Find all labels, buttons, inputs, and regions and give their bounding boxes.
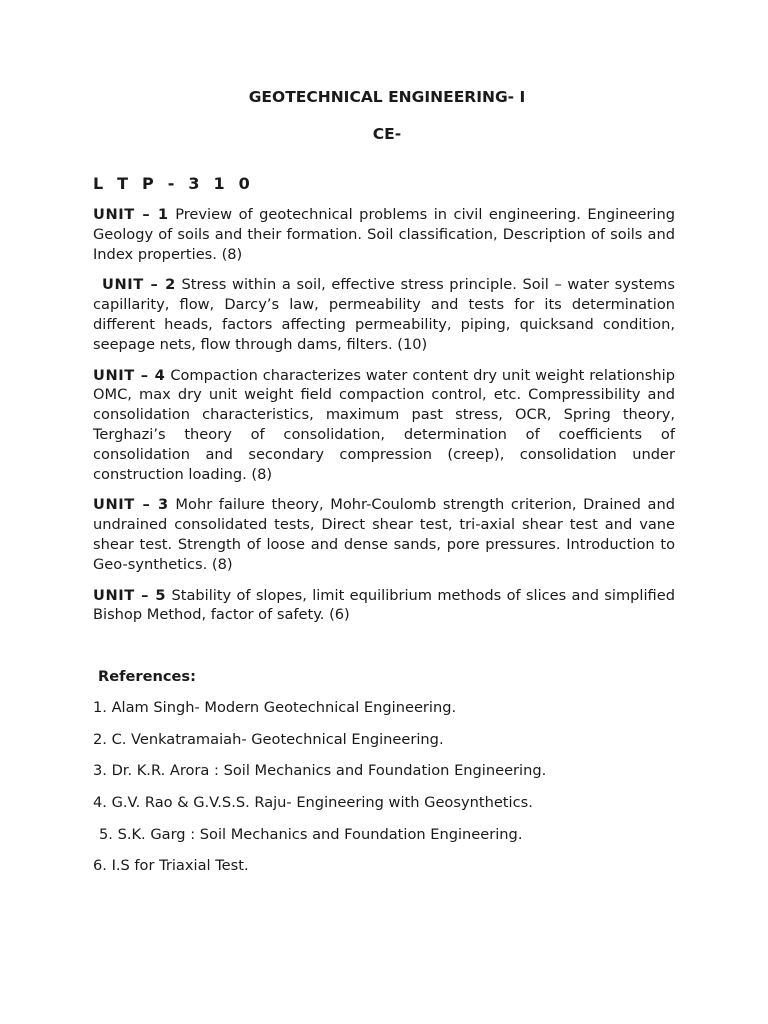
ltp-credits: L T P - 3 1 0 bbox=[93, 174, 254, 193]
unit-5-heading: UNIT – 5 bbox=[93, 586, 167, 604]
unit-3-heading: UNIT – 3 bbox=[93, 496, 169, 514]
unit-3-paragraph bbox=[93, 495, 675, 574]
unit-1-paragraph bbox=[93, 205, 675, 264]
unit-5-text: Stability of slopes, limit equilibrium methods of slices and simplified Bishop Method, factor of safety. (6) bbox=[93, 586, 675, 624]
unit-2-text: Stress within a soil, effective stress principle. Soil – water systems capillarity, flow, Darcy’s law, permeability and tests for its determination different heads, factors affecting permeability, piping, quicksand condition, seepage nets, flow through dams, filters. (10) bbox=[93, 276, 675, 353]
reference-item: 6. I.S for Triaxial Test. bbox=[93, 857, 249, 875]
unit-1-heading: UNIT – 1 bbox=[93, 206, 169, 223]
syllabus-page bbox=[93, 86, 675, 888]
reference-item: 2. C. Venkatramaiah- Geotechnical Engineering. bbox=[93, 730, 444, 748]
unit-2-heading: UNIT – 2 bbox=[102, 276, 176, 294]
reference-item: 3. Dr. K.R. Arora : Soil Mechanics and Foundation Engineering. bbox=[93, 762, 547, 780]
references-heading: References: bbox=[98, 668, 196, 686]
reference-item: 1. Alam Singh- Modern Geotechnical Engineering. bbox=[93, 699, 457, 717]
reference-item: 5. S.K. Garg : Soil Mechanics and Foundation Engineering. bbox=[99, 825, 523, 843]
course-code: CE- bbox=[372, 125, 402, 143]
unit-1-text: Preview of geotechnical problems in civil engineering. Engineering Geology of soils and their formation. Soil classification, Description of soils and Index properties. (8) bbox=[93, 206, 675, 263]
unit-4-text: Compaction characterizes water content dry unit weight relationship OMC, max dry unit weight field compaction control, etc. Compressibility and consolidation characteristics, maximum past stress, OCR, Spring theory, Terghazi’s theory of consolidation, determination of coefficients of consolidation and secondary compression (creep), consolidation under construction loading. (8) bbox=[93, 366, 675, 483]
document-title: GEOTECHNICAL ENGINEERING- I bbox=[248, 88, 526, 106]
unit-4-heading: UNIT – 4 bbox=[93, 366, 166, 384]
reference-item: 4. G.V. Rao & G.V.S.S. Raju- Engineering with Geosynthetics. bbox=[93, 793, 533, 811]
unit-2-paragraph bbox=[93, 275, 675, 354]
unit-5-paragraph bbox=[93, 586, 675, 626]
references-list bbox=[93, 698, 675, 876]
unit-4-paragraph bbox=[93, 366, 675, 485]
unit-3-text: Mohr failure theory, Mohr-Coulomb strength criterion, Drained and undrained consolidated tests, Direct shear test, tri-axial shear test and vane shear test. Strength of loose and dense sands, pore pressures. Introduction to Geo-synthetics. (8) bbox=[93, 496, 675, 573]
